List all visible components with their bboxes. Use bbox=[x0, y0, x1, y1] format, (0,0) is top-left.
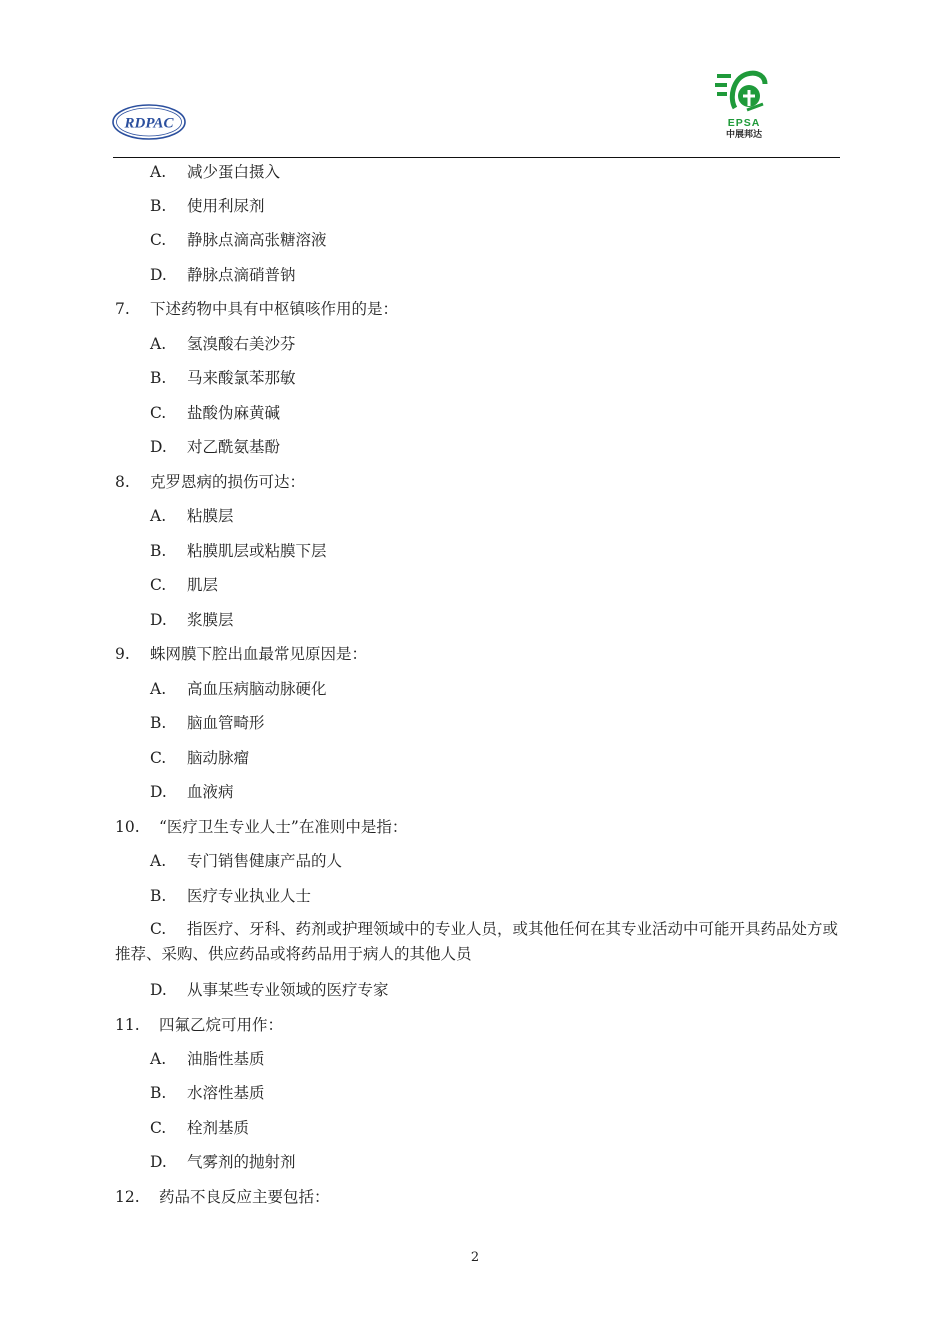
question-number: 10. bbox=[115, 818, 140, 836]
option-label: D. bbox=[150, 611, 167, 629]
epsa-logo bbox=[713, 68, 775, 140]
option-line bbox=[150, 160, 280, 184]
question-text: 四氟乙烷可用作： bbox=[159, 1016, 284, 1034]
option-label: C. bbox=[150, 576, 167, 594]
option-text: 静脉点滴高张糖溶液 bbox=[187, 231, 327, 249]
option-label: C. bbox=[150, 920, 167, 938]
option-text: 盐酸伪麻黄碱 bbox=[187, 404, 281, 422]
option-text: 粘膜层 bbox=[187, 507, 234, 525]
question-number: 7. bbox=[115, 300, 130, 318]
question-line bbox=[115, 1013, 283, 1037]
option-line bbox=[150, 884, 311, 908]
option-label: C. bbox=[150, 1119, 167, 1137]
question-text: 蛛网膜下腔出血最常见原因是： bbox=[150, 645, 368, 663]
option-line bbox=[150, 366, 296, 390]
option-text: 血液病 bbox=[187, 783, 234, 801]
question-text: 下述药物中具有中枢镇咳作用的是： bbox=[150, 300, 399, 318]
option-label: B. bbox=[150, 1084, 167, 1102]
option-text: 医疗专业执业人士 bbox=[187, 887, 312, 905]
option-label: B. bbox=[150, 542, 167, 560]
option-text: 从事某些专业领域的医疗专家 bbox=[187, 981, 389, 999]
option-text: 脑动脉瘤 bbox=[187, 749, 250, 767]
question-number: 12. bbox=[115, 1188, 140, 1206]
question-line bbox=[115, 470, 305, 494]
option-text: 减少蛋白摄入 bbox=[187, 163, 281, 181]
option-line bbox=[150, 1047, 265, 1071]
option-label: C. bbox=[150, 404, 167, 422]
option-label: A. bbox=[150, 680, 167, 698]
question-line bbox=[115, 815, 407, 839]
option-line bbox=[150, 1081, 265, 1105]
option-line bbox=[150, 1116, 249, 1140]
option-text: 油脂性基质 bbox=[187, 1050, 265, 1068]
question-number: 8. bbox=[115, 473, 130, 491]
option-label: C. bbox=[150, 749, 167, 767]
option-label: C. bbox=[150, 231, 167, 249]
option-line bbox=[150, 780, 234, 804]
option-text: 对乙酰氨基酚 bbox=[187, 438, 281, 456]
option-label: B. bbox=[150, 197, 167, 215]
option-text: 肌层 bbox=[187, 576, 219, 594]
option-label: B. bbox=[150, 887, 167, 905]
option-text: 高血压病脑动脉硬化 bbox=[187, 680, 327, 698]
question-text: “医疗卫生专业人士”在准则中是指： bbox=[159, 818, 408, 836]
option-text: 专门销售健康产品的人 bbox=[187, 852, 343, 870]
option-line bbox=[150, 711, 265, 735]
header-rule bbox=[113, 157, 840, 158]
epsa-logo-text: EPSA bbox=[727, 117, 761, 129]
option-label: A. bbox=[150, 1050, 167, 1068]
option-line bbox=[150, 1150, 296, 1174]
option-line bbox=[150, 504, 234, 528]
question-line bbox=[115, 642, 367, 666]
option-label: D. bbox=[150, 266, 167, 284]
option-label: D. bbox=[150, 438, 167, 456]
rdpac-logo bbox=[111, 103, 187, 141]
option-line bbox=[150, 435, 280, 459]
question-line bbox=[115, 1185, 330, 1209]
option-text: 浆膜层 bbox=[187, 611, 234, 629]
question-text: 药品不良反应主要包括： bbox=[159, 1188, 330, 1206]
question-text: 克罗恩病的损伤可达： bbox=[150, 473, 306, 491]
option-label: A. bbox=[150, 335, 167, 353]
option-line bbox=[150, 849, 342, 873]
option-text: 使用利尿剂 bbox=[187, 197, 265, 215]
option-line bbox=[150, 573, 218, 597]
option-line bbox=[150, 194, 265, 218]
option-text: 静脉点滴硝普钠 bbox=[187, 266, 296, 284]
question-line bbox=[115, 297, 398, 321]
option-paragraph bbox=[115, 917, 840, 967]
rdpac-logo-text: RDPAC bbox=[124, 115, 174, 132]
option-label: D. bbox=[150, 1153, 167, 1171]
option-label: A. bbox=[150, 852, 167, 870]
question-number: 11. bbox=[115, 1016, 140, 1034]
option-text: 粘膜肌层或粘膜下层 bbox=[187, 542, 327, 560]
option-label: A. bbox=[150, 163, 167, 181]
option-text: 指医疗、牙科、药剂或护理领域中的专业人员，或其他任何在其专业活动中可能开具药品处方或推荐、采购、供应药品或将药品用于病人的其他人员 bbox=[115, 920, 839, 963]
page-number: 2 bbox=[470, 1250, 480, 1265]
option-line bbox=[150, 263, 296, 287]
question-number: 9. bbox=[115, 645, 130, 663]
option-line bbox=[150, 746, 249, 770]
option-line bbox=[150, 332, 296, 356]
option-line bbox=[150, 401, 280, 425]
option-line bbox=[150, 677, 327, 701]
option-label: D. bbox=[150, 783, 167, 801]
option-line bbox=[150, 539, 327, 563]
epsa-logo-subtext: 中展邦达 bbox=[725, 130, 763, 140]
option-label: D. bbox=[150, 981, 167, 999]
option-text: 栓剂基质 bbox=[187, 1119, 250, 1137]
option-line bbox=[150, 608, 234, 632]
option-text: 脑血管畸形 bbox=[187, 714, 265, 732]
option-label: A. bbox=[150, 507, 167, 525]
option-line bbox=[150, 978, 389, 1002]
option-text: 氢溴酸右美沙芬 bbox=[187, 335, 296, 353]
option-text: 马来酸氯苯那敏 bbox=[187, 369, 296, 387]
option-text: 气雾剂的抛射剂 bbox=[187, 1153, 296, 1171]
option-label: B. bbox=[150, 369, 167, 387]
option-text: 水溶性基质 bbox=[187, 1084, 265, 1102]
option-line bbox=[150, 228, 327, 252]
option-label: B. bbox=[150, 714, 167, 732]
